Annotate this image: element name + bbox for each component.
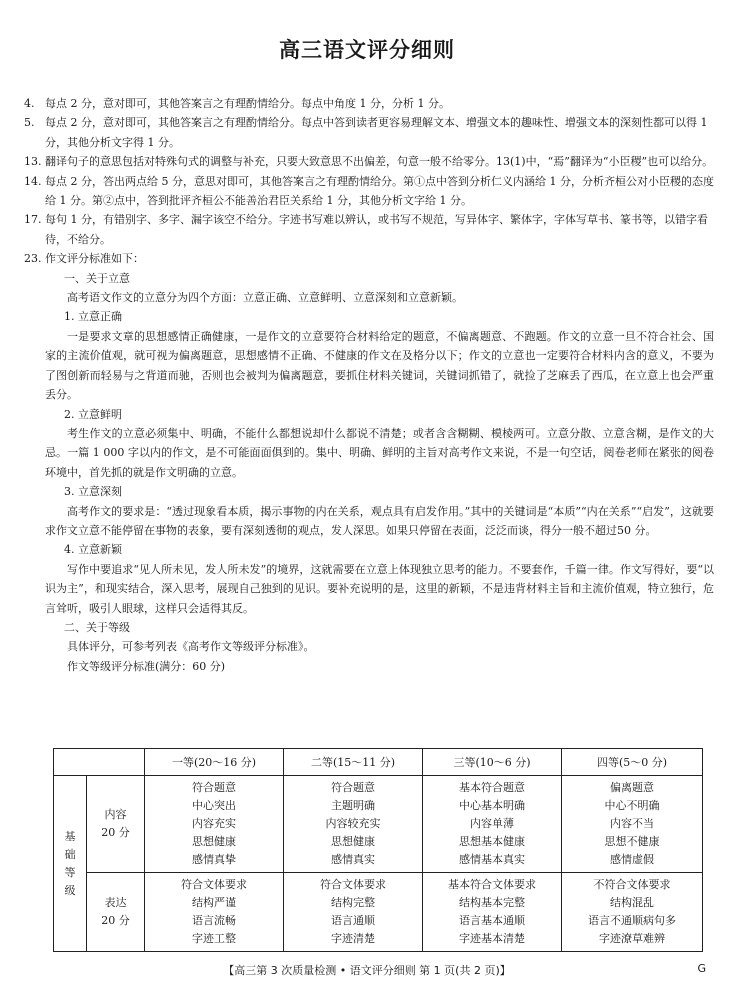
rule-number: 5. [24,116,35,130]
rule-text: 每句 1 分，有错别字、多字、漏字该空不给分。字迹书写难以辨认，或书写不规范，写异体字、繁体字，字体写草书、篆书等，以错字看待，不给分。 [45,213,708,246]
version-mark: G [697,962,706,975]
rule-item [24,249,714,268]
page-footer: 【高三第 3 次质量检测 • 语文评分细则 第 1 页(共 2 页)】 [223,964,511,977]
paragraph: 写作中要追求“见人所未见，发人所未发”的境界，这就需要在立意上体现独立思考的能力。不要套作，千篇一律。作文写得好，要“以识为主”，和现实结合，深入思考，展现自己独到的见识。要补充说明的是，这里的新颖，不是违背材料主旨和主流价值观，特立独行，危言耸听，吸引人眼球，这样只会适得其反。 [45,562,714,615]
paragraph: 高考作文的要求是：“透过现象看本质，揭示事物的内在关系，观点具有启发作用。”其中的关键词是“本质”“内在关系”“启发”，这就要求作文立意不能停留在事物的表象，要有深刻透彻的观点，发人深思。如果只停留在表面，泛泛而谈，得分一般不超过50 分。 [45,504,714,537]
row-label: 内容 20 分 [87,776,145,873]
rule-item [24,94,714,113]
group-label: 基 础 等 级 [54,776,87,952]
section-heading: 二、关于等级 [64,620,130,634]
table-cell: 符合题意 主题明确 内容较充实 思想健康 感情真实 [284,776,423,873]
subsection-heading: 4. 立意新颖 [64,543,122,557]
table-cell: 偏离题意 中心不明确 内容不当 思想不健康 感情虚假 [562,776,703,873]
table-cell: 符合文体要求 结构严谨 语言流畅 字迹工整 [145,873,284,952]
table-cell: 符合题意 中心突出 内容充实 思想健康 感情真挚 [145,776,284,873]
table-cell: 基本符合文体要求 结构基本完整 语言基本通顺 字迹基本清楚 [423,873,562,952]
table-caption: 作文等级评分标准(满分：60 分) [67,659,226,673]
table-header: 一等(20～16 分) [145,749,284,776]
table-header: 三等(10～6 分) [423,749,562,776]
rule-item [24,152,714,171]
rule-item [24,172,714,211]
row-label: 表达 20 分 [87,873,145,952]
table-cell: 基本符合题意 中心基本明确 内容单薄 思想基本健康 感情基本真实 [423,776,562,873]
rule-text: 每点 2 分，意对即可，其他答案言之有理酌情给分。每点中答到读者更容易理解文本、增强文本的趣味性、增强文本的深刻性都可以得 1 分，其他分析文字得 1 分。 [45,116,708,149]
paragraph: 高考语文作文的立意分为四个方面：立意正确、立意鲜明、立意深刻和立意新颖。 [67,291,463,305]
table-header: 四等(5～0 分) [562,749,703,776]
paragraph: 一是要求文章的思想感情正确健康，一是作文的立意要符合材料给定的题意，不偏离题意、不跑题。作文的立意一旦不符合社会、国家的主流价值观，就可视为偏离题意，思想感情不正确、不健康的作文在及格分以下；作文的立意也一定要符合材料内含的意义，不要为了图创新而轻易与之背道而驰，否则也会被判为偏离题意，要抓住材料关键词，关键词抓错了，就捡了芝麻丢了西瓜，在立意上也会严重丢分。 [45,329,714,402]
paragraph: 考生作文的立意必须集中、明确，不能什么都想说却什么都说不清楚；或者含含糊糊、模棱两可。立意分散、立意含糊，是作文的大忌。一篇 1 000 字以内的作文，是不可能面面俱到的。集中、明确、鲜明的主旨对高考作文来说，不是一句空话，阅卷老师在紧张的阅卷环境中，首先抓的就是作文明确的立意。 [45,426,714,479]
grading-table [53,748,703,952]
rule-number: 4. [24,97,35,110]
rule-text: 每点 2 分，意对即可，其他答案言之有理酌情给分。每点中角度 1 分，分析 1 分。 [45,97,450,110]
rule-item [24,113,714,152]
rule-text: 每点 2 分，答出两点给 5 分，意思对即可，其他答案言之有理酌情给分。第①点中答到分析仁义内涵给 1 分，分析齐桓公对小臣稷的态度给 1 分。第②点中，答到批评齐桓公不能善治君臣关系给 1 分，其他分析文字给 1 分。 [45,174,714,208]
scoring-rules [24,94,714,676]
subsection-heading: 2. 立意鲜明 [64,407,122,421]
rule-number: 14. [24,174,42,188]
section-heading: 一、关于立意 [64,271,130,285]
rule-text: 翻译句子的意思包括对特殊句式的调整与补充，只要大致意思不出偏差，句意一般不给零分。13(1)中，“焉”翻译为“小臣稷”也可以给分。 [45,155,714,169]
table-cell: 不符合文体要求 结构混乱 语言不通顺病句多 字迹潦草难辨 [562,873,703,952]
table-header-row [54,749,703,776]
paragraph: 具体评分，可参考列表《高考作文等级评分标准》。 [67,640,315,654]
table-header: 二等(15～11 分) [284,749,423,776]
rule-number: 17. [24,213,42,227]
table-row [54,873,703,952]
rule-text: 作文评分标准如下： [45,252,144,266]
subsection-heading: 1. 立意正确 [64,310,122,324]
rule-number: 13. [24,155,42,169]
subsection-heading: 3. 立意深刻 [64,485,122,499]
table-corner [54,749,145,776]
rule-number: 23. [24,252,42,266]
page-title: 高三语文评分细则 [279,38,455,62]
rule-item [24,210,714,249]
table-row [54,776,703,873]
table-cell: 符合文体要求 结构完整 语言通顺 字迹清楚 [284,873,423,952]
